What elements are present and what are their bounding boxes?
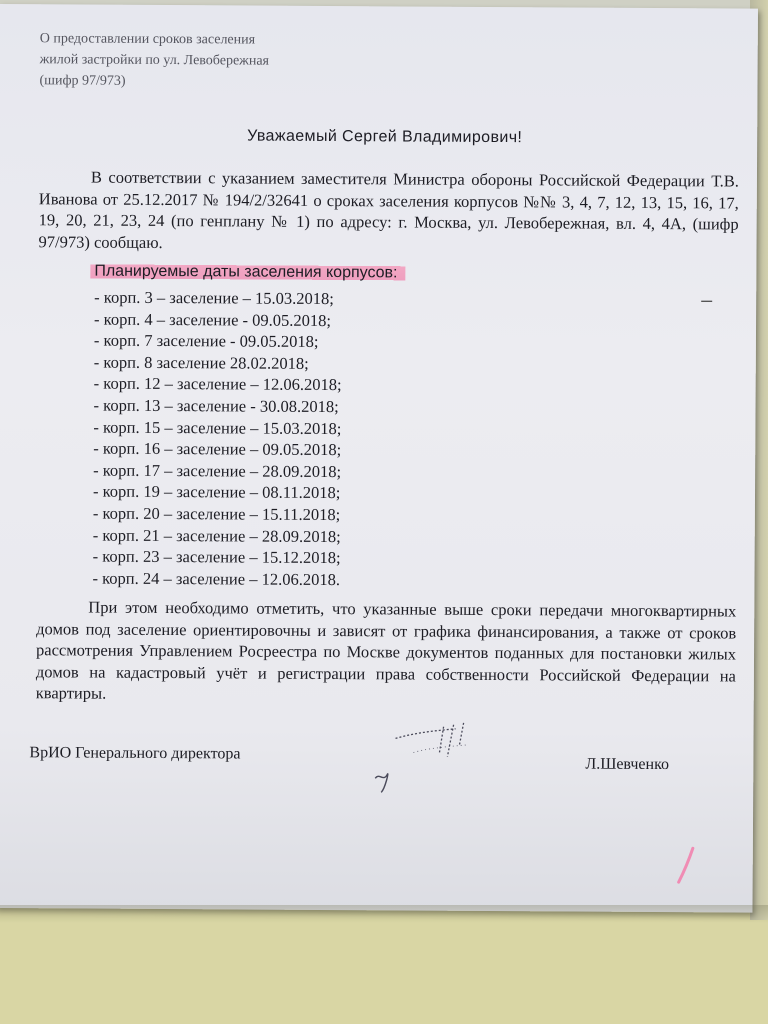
handwritten-signature bbox=[355, 708, 516, 805]
subject-line: (шифр 97/973) bbox=[39, 73, 126, 89]
list-item: - корп. 13 – заселение - 30.08.2018; bbox=[93, 395, 339, 417]
list-item: - корп. 12 – заселение – 12.06.2018; bbox=[93, 373, 342, 395]
highlighted-schedule-title: Планируемые даты заселения корпусов: bbox=[90, 263, 405, 283]
subject-line: О предоставлении сроков заселения bbox=[39, 31, 256, 48]
intro-paragraph: В соответствии с указанием заместителя Министра обороны Российской Федерации Т.В. Иванова от 25.12.2017 № 194/2/32641 о сроках заселения корпусов №№ 3, 4, 7, 12, 13, 15, 16, 17, 19, 20, 21, 23, 24 (по генплану № 1) по адресу: г. Москва, ул. Левобережная, вл. 4, 4А, (шифр 97/973) сообщаю. bbox=[38, 167, 739, 252]
list-item: - корп. 24 – заселение – 12.06.2018. bbox=[92, 568, 341, 589]
list-item: - корп. 8 заселение 28.02.2018; bbox=[93, 352, 309, 373]
subject-line: жилой застройки по ул. Левобережная bbox=[39, 52, 270, 69]
list-item: - корп. 4 – заселение - 09.05.2018; bbox=[94, 309, 332, 330]
closing-paragraph: При этом необходимо отметить, что указанные выше сроки передачи многоквартирных домов под заселение ориентировочны и зависят от графика финансирования, а также от сроков рассмотрения Управлением Росреестра по Москве документов поданных для постановки жилых домов на кадастровый учёт и регистрации права собственности Российской Федерации на квартиры. bbox=[35, 597, 737, 703]
schedule-list bbox=[92, 287, 342, 591]
pink-marker-stroke bbox=[675, 846, 699, 886]
signatory-position: ВрИО Генерального директора bbox=[29, 744, 241, 763]
list-item: - корп. 3 – заселение – 15.03.2018; bbox=[94, 287, 334, 309]
paper-shadow bbox=[0, 905, 768, 923]
signatory-name: Л.Шевченко bbox=[585, 755, 670, 774]
letter-sheet bbox=[0, 4, 758, 913]
list-item: - корп. 23 – заселение – 15.12.2018; bbox=[92, 546, 341, 568]
list-item: - корп. 16 – заселение – 09.05.2018; bbox=[93, 438, 342, 460]
list-item: - корп. 19 – заселение – 08.11.2018; bbox=[92, 481, 341, 503]
pen-dash-mark bbox=[700, 298, 714, 304]
list-item: - корп. 20 – заселение – 15.11.2018; bbox=[92, 503, 341, 525]
list-item: - корп. 15 – заселение – 15.03.2018; bbox=[93, 417, 342, 438]
salutation: Уважаемый Сергей Владимирович! bbox=[247, 127, 523, 147]
list-item: - корп. 7 заселение - 09.05.2018; bbox=[93, 330, 319, 352]
list-item: - корп. 17 – заселение – 28.09.2018; bbox=[93, 460, 342, 481]
subject-header bbox=[39, 28, 269, 92]
list-item: - корп. 21 – заселение – 28.09.2018; bbox=[92, 525, 341, 546]
